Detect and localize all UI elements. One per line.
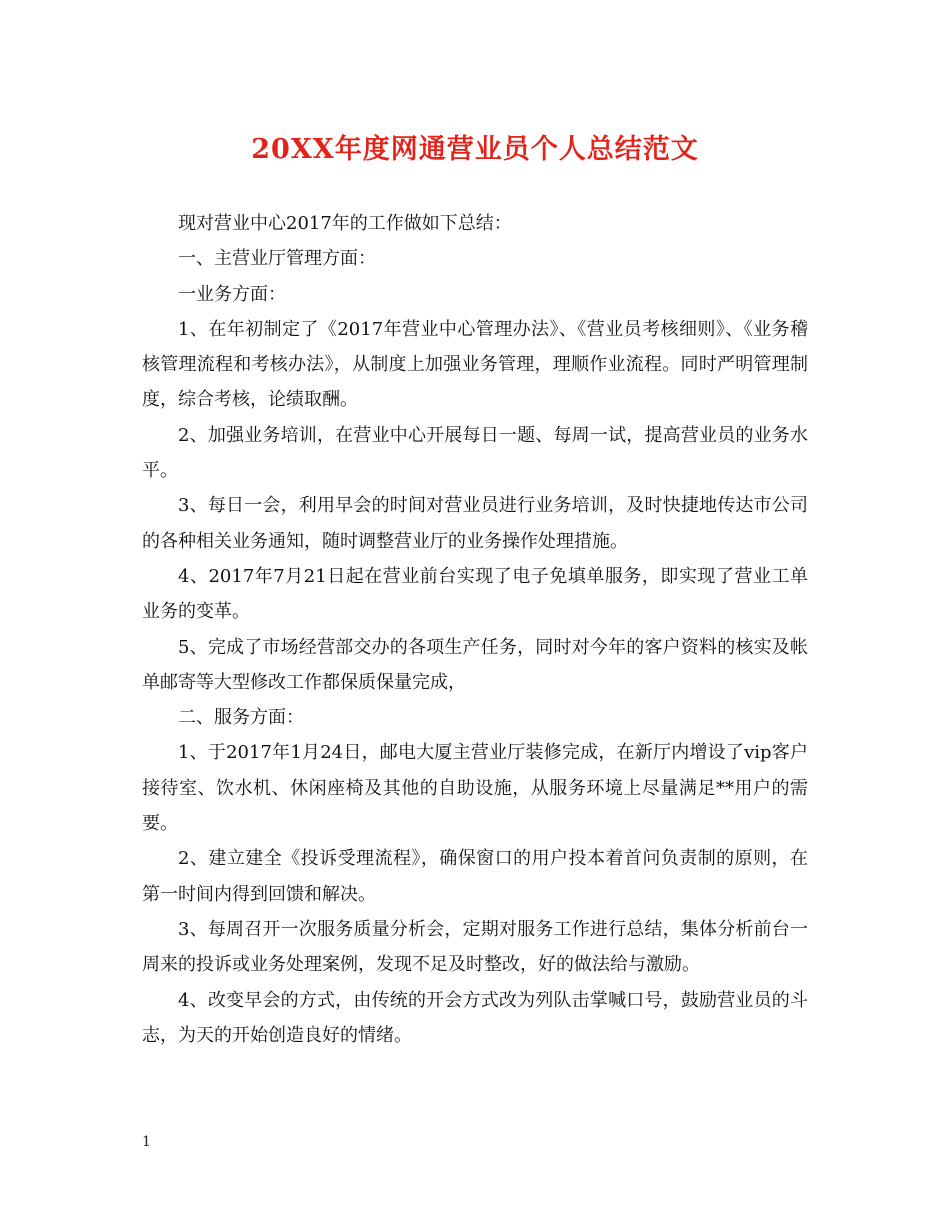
paragraph: 2、加强业务培训，在营业中心开展每日一题、每周一试，提高营业员的业务水平。 — [142, 424, 808, 482]
document-body — [142, 206, 808, 1053]
subsection-heading: 一业务方面： — [178, 283, 286, 305]
paragraph: 4、2017年7月21日起在营业前台实现了电子免填单服务，即实现了营业工单业务的变革。 — [142, 565, 808, 623]
paragraph: 3、每周召开一次服务质量分析会，定期对服务工作进行总结，集体分析前台一周来的投诉或业务处理案例，发现不足及时整改，好的做法给与激励。 — [142, 918, 808, 976]
paragraph: 4、改变早会的方式，由传统的开会方式改为列队击掌喊口号，鼓励营业员的斗志，为天的开始创造良好的情绪。 — [142, 989, 808, 1046]
document-title: 20XX年度网通营业员个人总结范文 — [251, 134, 699, 165]
paragraph: 1、于2017年1月24日，邮电大厦主营业厅装修完成，在新厅内增设了vip客户接待室、饮水机、休闲座椅及其他的自助设施，从服务环境上尽量满足**用户的需要。 — [142, 742, 808, 835]
section-heading: 二、服务方面： — [178, 707, 304, 729]
paragraph: 2、建立建全《投诉受理流程》，确保窗口的用户投本着首问负责制的原则，在第一时间内得到回馈和解决。 — [142, 848, 808, 905]
section-heading: 一、主营业厅管理方面： — [178, 248, 376, 270]
page-number: 1 — [142, 1134, 151, 1150]
paragraph: 3、每日一会，利用早会的时间对营业员进行业务培训，及时快捷地传达市公司的各种相关业务通知，随时调整营业厅的业务操作处理措施。 — [142, 495, 808, 552]
paragraph: 现对营业中心2017年的工作做如下总结： — [178, 213, 512, 234]
paragraph: 5、完成了市场经营部交办的各项生产任务，同时对今年的客户资料的核实及帐单邮寄等大型修改工作都保质保量完成， — [142, 636, 808, 693]
paragraph: 1、在年初制定了《2017年营业中心管理办法》、《营业员考核细则》、《业务稽核管理流程和考核办法》，从制度上加强业务管理，理顺作业流程。同时严明管理制度，综合考核，论绩取酬。 — [142, 318, 808, 411]
